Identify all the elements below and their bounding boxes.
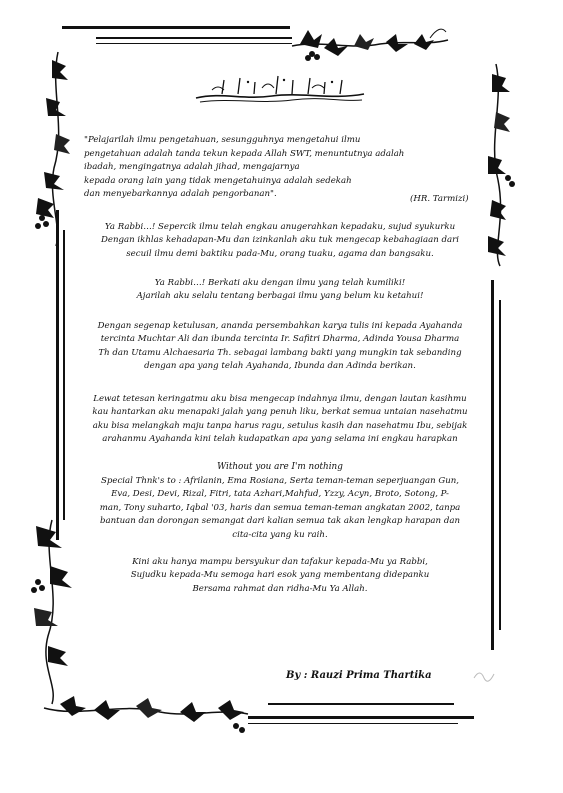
bottom-rule-1 [268, 703, 454, 705]
paragraph-thanks [80, 475, 480, 542]
section-heading: Without you are I'm nothing [217, 462, 343, 472]
quote-source: (HR. Tarmizi) [410, 194, 469, 204]
quote-line: kepada orang lain yang tidak mengetahuinya adalah sedekah [84, 175, 352, 186]
paragraph-line: Ajarilah aku selalu tentang berbagai ilmu yang belum ku ketahui! [136, 291, 424, 302]
paragraph-line: Dengan ikhlas kehadapan-Mu dan izinkanlah aku tuk mengecap kebahagiaan dari [101, 235, 459, 246]
paragraph-line: Special Thnk's to : Afrilanin, Ema Rosiana, Serta teman-teman seperjuangan Gun, [100, 476, 460, 486]
top-rule-2 [96, 37, 292, 39]
paragraph-line: kau hantarkan aku menapaki jalah yang penuh liku, berkat semua untaian nasehatmu [92, 407, 468, 418]
right-rule-2 [499, 300, 501, 630]
top-rule-1 [62, 26, 290, 29]
paragraph-line: Th dan Utamu Alchaesaria Th. sebagai lambang bakti yang mungkin tak sebanding [98, 347, 462, 358]
paragraph-line: Kini aku hanya mampu bersyukur dan tafakur kepada-Mu ya Rabbi, [132, 557, 428, 567]
paragraph-line: Dengan segenap ketulusan, ananda persembahkan karya tulis ini kepada Ayahanda [97, 321, 463, 331]
paragraph-line: man, Tony suharto, Iqbal '03, haris dan semua teman-teman angkatan 2002, tanpa [99, 502, 461, 513]
paragraph-line: secuil ilmu demi baktiku pada-Mu, orang tuaku, agama dan bangsaku. [126, 248, 434, 259]
paragraph-line: Lewat tetesan keringatmu aku bisa mengecap indahnya ilmu, dengan lautan kasihmu [93, 394, 467, 404]
opening-quote [84, 134, 484, 202]
bottom-rule-2 [248, 716, 474, 719]
paragraph-line: dengan apa yang telah Ayahanda, Ibunda dan Adinda berikan. [144, 361, 416, 372]
right-rule-1 [491, 280, 494, 650]
pencil-scribble-icon [470, 664, 500, 684]
paragraph-line: arahanmu Ayahanda kini telah kudapatkan apa yang selama ini engkau harapkan [102, 434, 458, 445]
paragraph-line: cita-cita yang ku raih. [232, 529, 328, 540]
paragraph-line: tercinta Muchtar Ali dan ibunda tercinta Ir. Safitri Dharma, Adinda Yousa Dharma [100, 334, 460, 345]
paragraph-line: bantuan dan dorongan semangat dari kalian semua tak akan lengkap harapan dan [99, 516, 460, 527]
grapevine-ornament-icon [40, 688, 250, 738]
left-rule-1 [56, 210, 59, 540]
grapevine-ornament-icon [22, 516, 86, 706]
paragraph-line: Ya Rabbi…! Sepercik ilmu telah engkau anugerahkan kepadaku, sujud syukurku [104, 222, 456, 232]
quote-line: pengetahuan adalah tanda tekun kepada Allah SWT, menuntutnya adalah [84, 148, 405, 159]
bottom-rule-3 [248, 723, 458, 724]
top-rule-3 [96, 43, 292, 44]
paragraph-parents [80, 393, 480, 447]
paragraph-line: Eva, Desi, Devi, Rizal, Fitri, tata Azhari,Mahfud, Yzzy, Acyn, Broto, Sotong, P- [111, 489, 449, 500]
paragraph-dedication [80, 320, 480, 374]
paragraph-line: aku bisa melangkah maju tanpa harus ragu, setulus kasih dan nasehatmu Ibu, sebijak [92, 420, 468, 431]
quote-line: ibadah, mengingatnya adalah jihad, mengajarnya [84, 162, 300, 173]
quote-line: "Pelajarilah ilmu pengetahuan, sesungguhnya mengetahui ilmu [84, 135, 361, 145]
paragraph-line: Bersama rahmat dan ridha-Mu Ya Allah. [192, 583, 368, 594]
paragraph-blessing [80, 277, 480, 304]
paragraph-line: Ya Rabbi…! Berkati aku dengan ilmu yang telah kumiliki! [154, 278, 406, 288]
paragraph-closing [80, 556, 480, 596]
paragraph-prayer [80, 221, 480, 261]
grapevine-ornament-icon [30, 48, 86, 248]
grapevine-ornament-icon [290, 10, 450, 62]
quote-line: dan menyebarkannya adalah pengorbanan". [84, 189, 277, 200]
arabic-calligraphy-icon [192, 72, 368, 106]
author-signature: By : Rauzi Prima Thartika [286, 670, 432, 681]
paragraph-line: Sujudku kepada-Mu semoga hari esok yang membentang didepanku [130, 570, 430, 581]
left-rule-2 [63, 230, 65, 520]
